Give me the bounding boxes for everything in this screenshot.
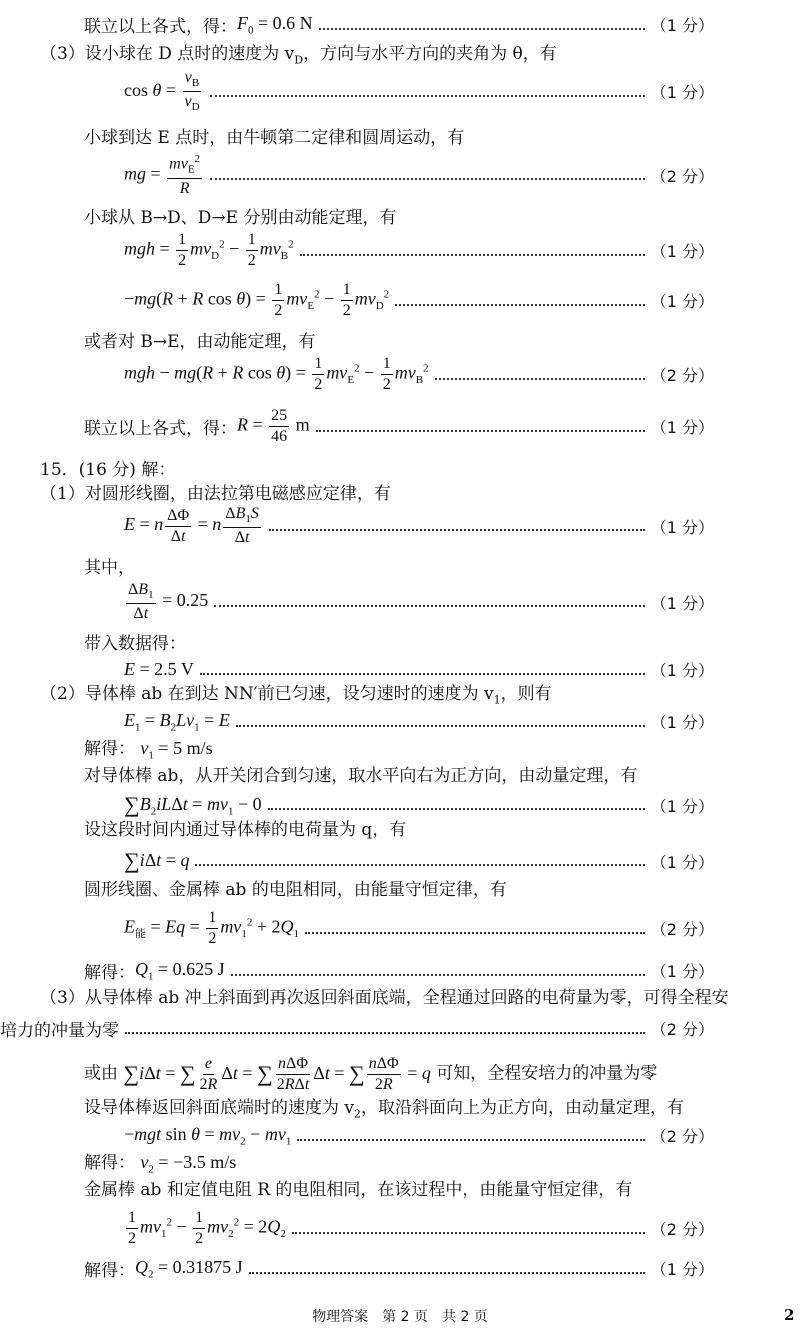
result-Q1: 解得： $Q_1 = 0.625$ J （1 分） — [84, 958, 714, 983]
text-return-v2: 设导体棒返回斜面底端时的速度为 $v_2$，取沿斜面向上为正方向，由动量定理，有 — [84, 1098, 685, 1121]
eq-faraday: E = n $\frac{\Delta\Phi}{\Delta t}$ = n $\frac{\Delta B_1S}{\Delta t}$ （1 分） — [124, 505, 714, 547]
text-momentum-ab: 对导体棒 ab，从开关闭合到匀速，取水平向右为正方向，由动量定理，有 — [84, 766, 638, 786]
eq-E-value: E = 2.5 V （1 分） — [124, 659, 714, 680]
eq-de: −mg(R + R cos θ) = $\frac{1}{2}$ $mv_E^2$ − $\frac{1}{2}$ $mv_D^2$ （1 分） — [124, 281, 714, 319]
text-newton: 小球到达 E 点时，由牛顿第二定律和圆周运动，有 — [84, 128, 465, 148]
page-footer: 物理答案 第 2 页 共 2 页 — [312, 1309, 488, 1325]
question-15-heading: 15．(16 分) 解： — [40, 460, 176, 480]
result-R: 联立以上各式，得： R = $\frac{25}{46}$ m （1 分） — [84, 407, 714, 445]
eq-E1: $E_1 = B_2Lv_1 = E$ （1 分） — [124, 710, 714, 734]
eq-mg: mg = $\frac{mv_E^2}{R}$ （2 分） — [124, 153, 714, 197]
line-F0: 联立以上各式，得： $F_0 = 0.6$ N （1 分） — [84, 12, 714, 37]
page-number: 2 — [784, 1306, 795, 1324]
result-v1: 解得： $v_1 = 5$ m/s — [84, 738, 213, 762]
part2-intro: （2）导体棒 ab 在到达 NN′前已匀速，设匀速时的速度为 $v_1$，则有 — [40, 684, 552, 707]
text-alt-be: 或者对 B→E，由动能定理，有 — [84, 332, 316, 352]
eq-energy-1: $E_能 = Eq$ = $\frac{1}{2}$ $mv_1^2 + 2Q_1$ （2 分） — [124, 909, 714, 947]
text-energy-2: 金属棒 ab 和定值电阻 R 的电阻相同，在该过程中，由能量守恒定律，有 — [84, 1180, 633, 1200]
part1-intro: （1）对圆形线圈，由法拉第电磁感应定律，有 — [40, 484, 391, 504]
eq-dB1: $\frac{\Delta B_1}{\Delta t}$ = 0.25 （1 分） — [128, 581, 714, 623]
eq-energy-2: $\frac{1}{2}$ $mv_1^2$ − $\frac{1}{2}$ $mv_2^2 = 2Q_2$ （2 分） — [128, 1209, 714, 1247]
score-badge: （1 分） — [650, 16, 714, 35]
part3-intro-q15: （3）从导体棒 ab 冲上斜面到再次返回斜面底端，全程通过回路的电荷量为零，可得全程安 — [40, 988, 729, 1008]
text-where: 其中， — [84, 558, 135, 578]
eq-cos-theta: cos θ = $\frac{v_B}{v_D}$ （1 分） — [124, 69, 714, 114]
result-Q2: 解得： $Q_2 = 0.31875$ J （1 分） — [84, 1256, 714, 1281]
text-kinetic-bd: 小球从 B→D、D→E 分别由动能定理，有 — [84, 208, 397, 228]
text-substitute: 带入数据得： — [84, 634, 186, 654]
eq-charge: ∑iΔt = q （1 分） — [124, 848, 714, 873]
eq-be: mgh − mg(R + R cos θ) = $\frac{1}{2}$ $mv_E^2$ − $\frac{1}{2}$ $mv_B^2$ （2 分） — [124, 355, 714, 393]
eq-impulse: $\sum B_2iL\Delta t = mv_1 - 0$ （1 分） — [124, 792, 714, 818]
text-energy-1: 圆形线圈、金属棒 ab 的电阻相同，由能量守恒定律，有 — [84, 880, 507, 900]
text-alt-derivation: 或由 ∑iΔt = ∑ $\frac{e}{2R}$ Δt = ∑ $\frac{\text{nΔΦ}}{\text{2RΔt}}$ Δt = ∑ $\frac{\text{nΔΦ}}{2R}$ = q 可知，全程安培力的冲量为零 — [84, 1055, 658, 1093]
eq-mgh: mgh = $\frac{1}{2}$ $mv_D^2$ − $\frac{1}{2}$ $mv_B^2$ （1 分） — [124, 231, 714, 269]
result-v2: 解得： $v_2 = -3.5$ m/s — [84, 1152, 237, 1176]
text-impulse-zero: 培力的冲量为零 （2 分） — [0, 1020, 714, 1041]
part3-intro: （3）设小球在 D 点时的速度为 $v_D$，方向与水平方向的夹角为 θ，有 — [40, 44, 557, 67]
eq-momentum-incline: −mgt $\sin \theta = mv_2 - mv_1$ （2 分） — [124, 1124, 714, 1148]
text-charge-q: 设这段时间内通过导体棒的电荷量为 q，有 — [84, 820, 407, 840]
